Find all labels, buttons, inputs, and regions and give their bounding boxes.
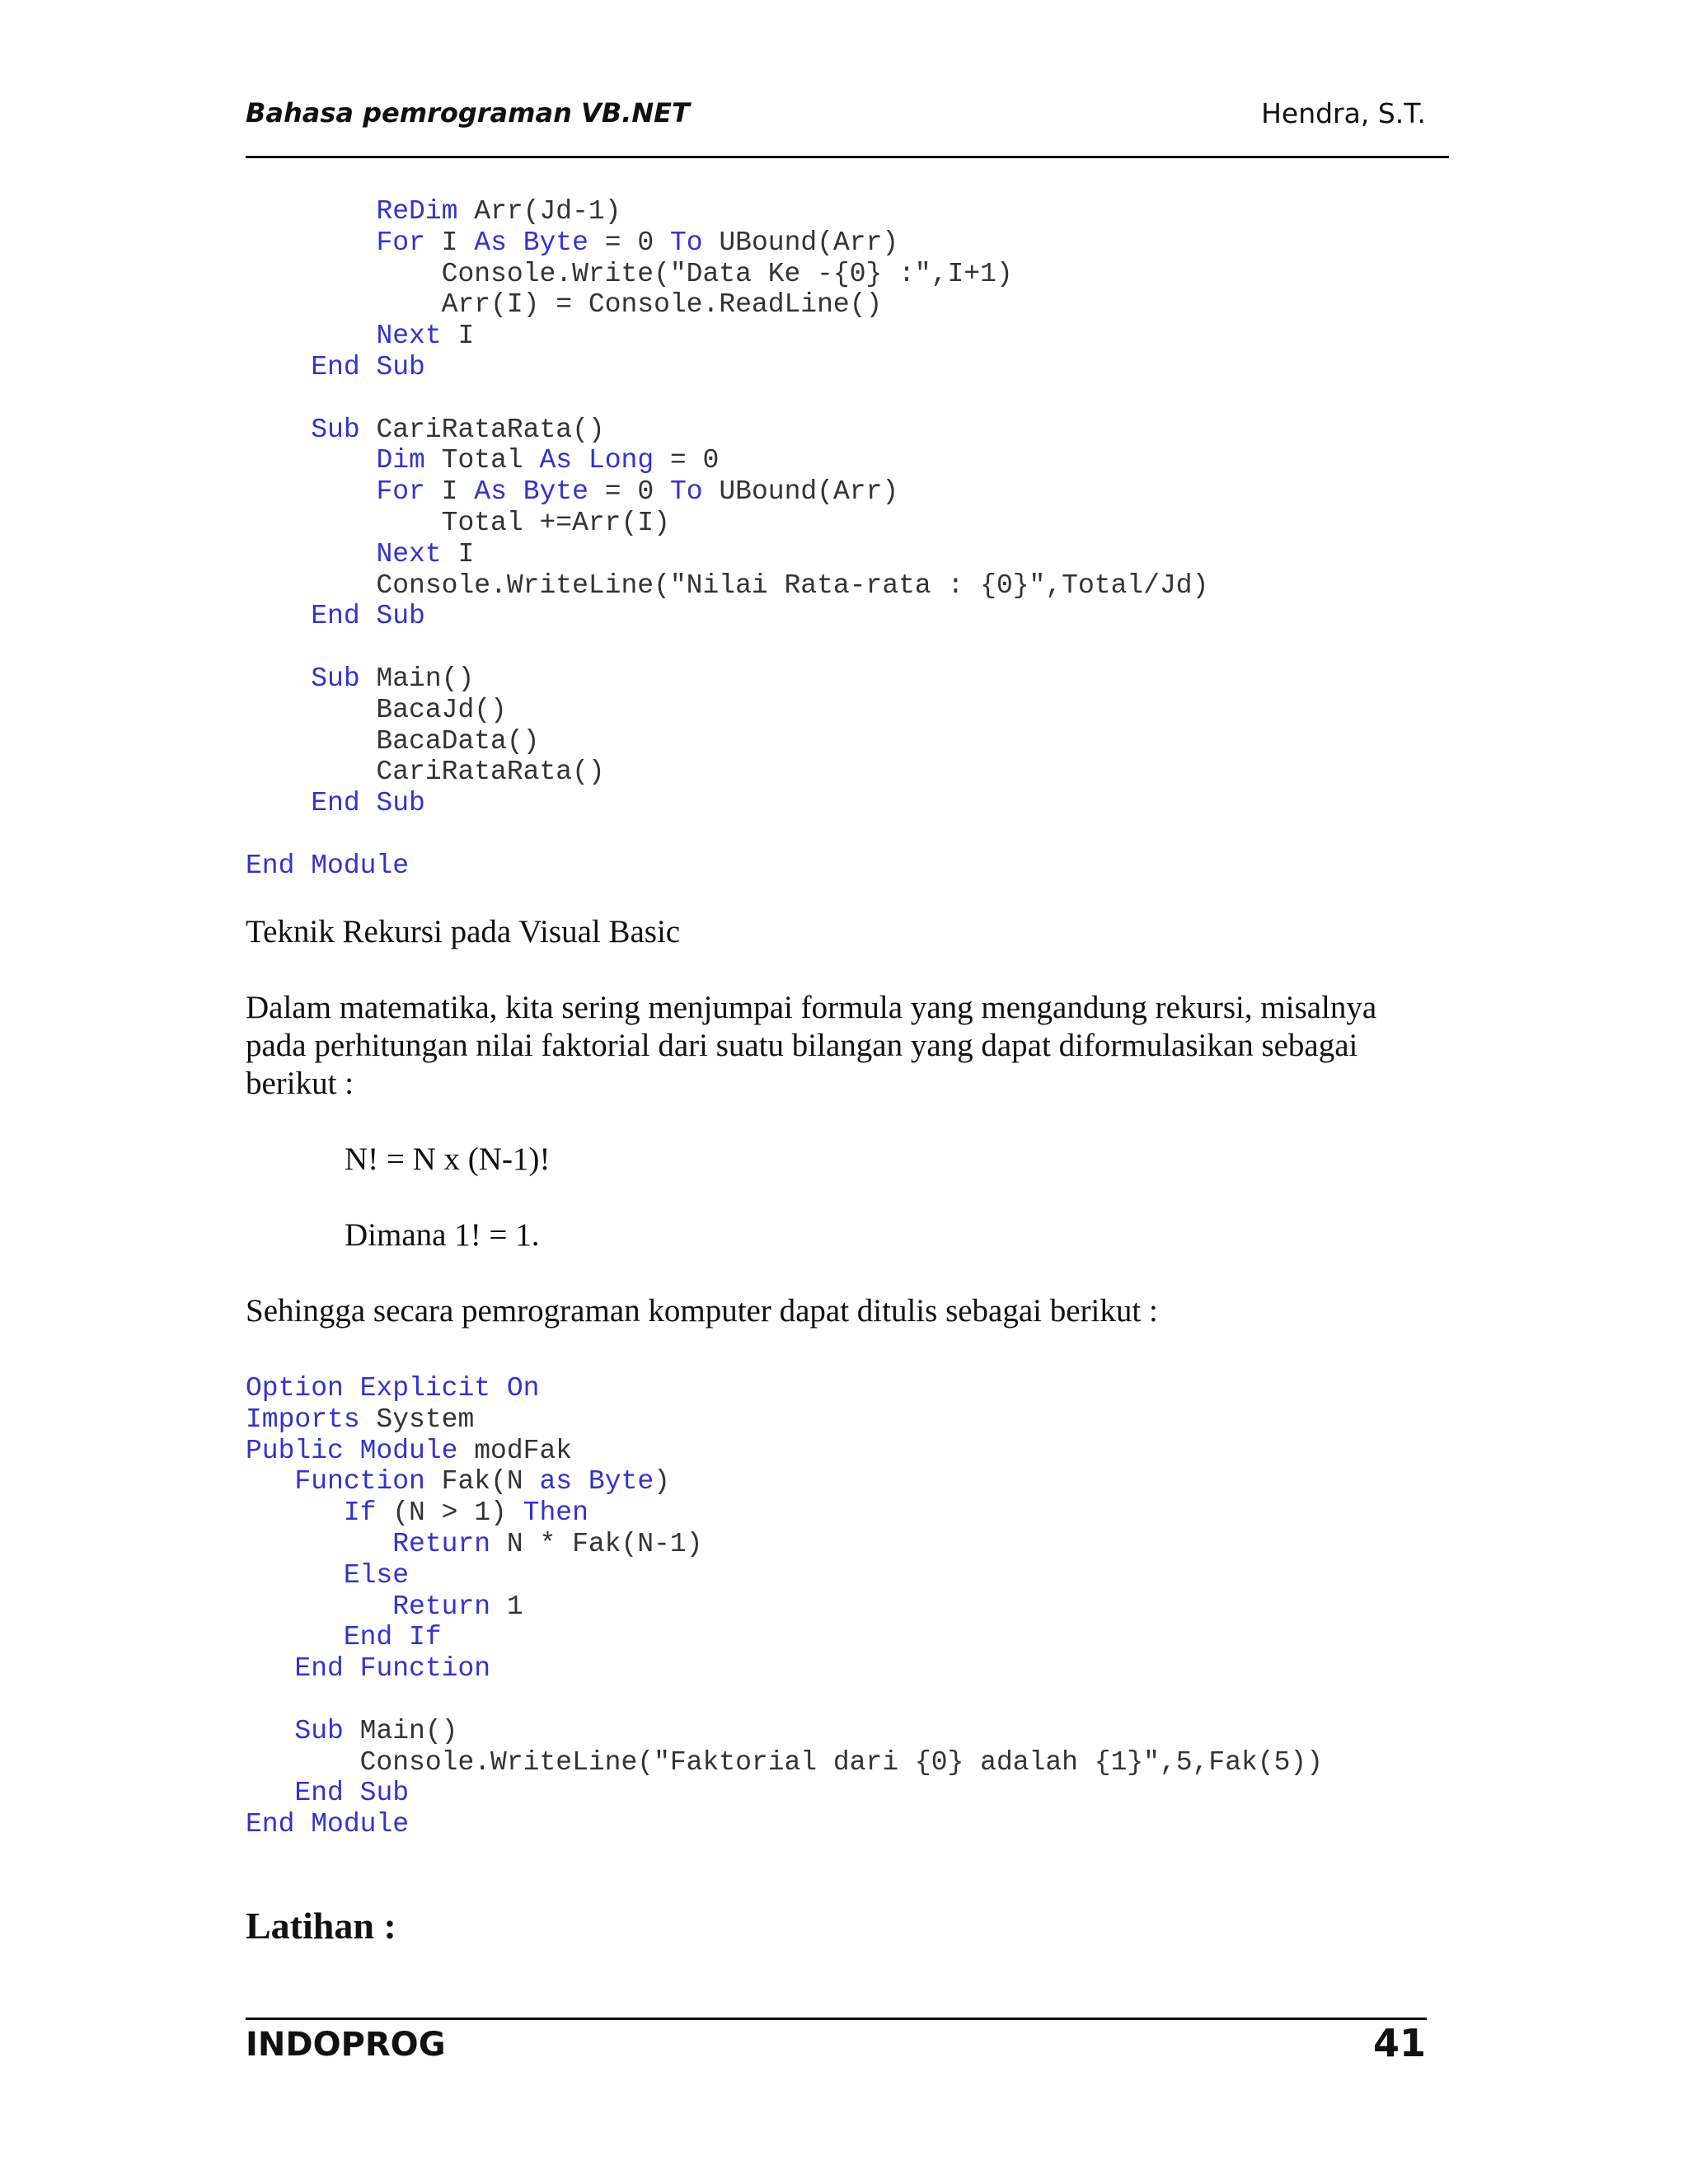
code-text (246, 321, 376, 351)
code-keyword: If (343, 1497, 377, 1529)
code-text (246, 1653, 294, 1684)
code-text (246, 539, 376, 569)
code-text: I (424, 476, 475, 508)
code-text (246, 601, 311, 631)
code-text (246, 663, 311, 694)
code-line (246, 227, 1208, 259)
code-line (246, 1373, 1323, 1404)
code-text (246, 352, 311, 382)
code-text (246, 227, 376, 258)
code-text: = 0 (588, 227, 670, 258)
code-keyword: Else (343, 1559, 410, 1591)
code-text: Arr(I) = Console.ReadLine() (246, 289, 883, 321)
code-line (246, 1529, 1323, 1560)
code-line (246, 570, 1208, 602)
code-text: CariRataRata() (246, 757, 605, 788)
code-text: BacaJd() (246, 694, 507, 725)
code-keyword: ReDim (376, 196, 458, 227)
code-keyword: Return (392, 1528, 491, 1559)
code-text: UBound(Arr) (702, 476, 899, 508)
code-line (246, 445, 1208, 476)
code-line (246, 415, 1208, 446)
code-line (246, 1497, 1323, 1529)
code-line (246, 1560, 1323, 1591)
code-keyword: For (376, 476, 425, 508)
code-text: = 0 (588, 476, 670, 508)
code-block-factorial (246, 1373, 1323, 1840)
section-title: Teknik Rekursi pada Visual Basic (246, 914, 681, 949)
code-text (246, 415, 311, 445)
code-text (572, 1466, 588, 1497)
code-text: 1 (490, 1591, 523, 1622)
page-header (246, 97, 1449, 140)
code-line (246, 788, 1208, 819)
code-text: I (424, 227, 475, 258)
code-text: BacaData() (246, 725, 540, 757)
code-text: ) (654, 1466, 670, 1497)
code-keyword: Long (588, 445, 654, 476)
code-line (246, 819, 1208, 851)
code-text (246, 1622, 344, 1652)
code-line (246, 321, 1208, 352)
code-line (246, 1622, 1323, 1653)
code-line (246, 383, 1208, 415)
code-line (246, 1778, 1323, 1809)
code-keyword: End Sub (294, 1778, 410, 1809)
code-keyword: End If (343, 1622, 442, 1653)
code-keyword: Byte (523, 476, 588, 508)
code-line (246, 726, 1208, 757)
code-line (246, 601, 1208, 632)
code-keyword: Sub (311, 414, 360, 445)
code-line (246, 663, 1208, 695)
code-text (246, 1716, 294, 1746)
code-text: Arr(Jd-1) (457, 196, 621, 227)
code-keyword: To (669, 227, 703, 258)
code-line (246, 851, 1208, 882)
code-keyword: End Module (246, 1809, 410, 1840)
code-text: (N > 1) (376, 1497, 523, 1529)
code-line (246, 1809, 1323, 1840)
code-keyword: As (474, 227, 507, 258)
code-keyword: Byte (523, 227, 588, 258)
code-keyword: Sub (294, 1715, 344, 1746)
page-number: 41 (1372, 2021, 1426, 2065)
code-keyword: For (376, 227, 425, 258)
code-keyword: as (539, 1466, 573, 1497)
code-keyword: As (474, 476, 507, 508)
code-text (246, 476, 376, 507)
code-keyword: End Sub (311, 788, 425, 819)
code-text: modFak (457, 1435, 573, 1466)
code-text: UBound(Arr) (702, 227, 899, 258)
code-text: Console.WriteLine("Nilai Rata-rata : {0}",Total/Jd) (246, 569, 1209, 601)
header-divider (246, 156, 1449, 158)
code-line (246, 1591, 1323, 1623)
code-text: Total (424, 445, 540, 476)
footer-brand: INDOPROG (246, 2026, 446, 2064)
code-line (246, 259, 1208, 290)
code-text: = 0 (654, 445, 720, 476)
code-intro-text: Sehingga secara pemrograman komputer dapat ditulis sebagai berikut : (246, 1293, 1158, 1329)
code-text (246, 1560, 344, 1591)
code-line (246, 632, 1208, 663)
code-text (572, 445, 588, 476)
code-line (246, 1404, 1323, 1436)
code-text: Main() (343, 1715, 458, 1746)
code-text: CariRataRata() (359, 414, 605, 445)
header-title: Bahasa pemrograman VB.NET (246, 97, 690, 129)
code-text: N * Fak(N-1) (490, 1528, 703, 1559)
code-keyword: Option Explicit On (246, 1373, 540, 1404)
exercise-heading: Latihan : (246, 1905, 396, 1947)
code-text: Total +=Arr(I) (246, 507, 670, 538)
code-text: System (359, 1404, 475, 1435)
code-text: I (441, 321, 475, 352)
code-keyword: To (669, 476, 703, 508)
code-line (246, 508, 1208, 539)
code-keyword: Next (376, 538, 442, 569)
code-text: Console.Write("Data Ke -{0} :",I+1) (246, 258, 1013, 289)
code-text (246, 196, 376, 227)
code-line (246, 476, 1208, 508)
code-text (246, 788, 311, 818)
code-keyword: Next (376, 321, 442, 352)
code-text: Console.WriteLine("Faktorial dari {0} adalah {1}",5,Fak(5)) (246, 1746, 1324, 1778)
code-line (246, 1436, 1323, 1467)
code-block-array-average (246, 196, 1208, 882)
code-text (246, 1529, 392, 1559)
description-paragraph: Dalam matematika, kita sering menjumpai formula yang mengandung rekursi, misalnya pada perhitungan nilai faktorial dari suatu bilangan yang dapat diformulasikan sebagai berikut : (246, 990, 1377, 1101)
code-line (246, 196, 1208, 227)
code-keyword: Public Module (246, 1435, 458, 1466)
code-line (246, 695, 1208, 726)
code-line (246, 1653, 1323, 1685)
code-line (246, 1716, 1323, 1747)
code-text (507, 476, 523, 507)
code-keyword: End Sub (311, 601, 425, 632)
code-line (246, 352, 1208, 383)
code-line (246, 757, 1208, 788)
code-text (246, 1591, 392, 1622)
code-keyword: Then (523, 1497, 588, 1529)
code-keyword: As (539, 445, 573, 476)
code-keyword: Byte (588, 1466, 654, 1497)
header-author: Hendra, S.T. (1261, 97, 1426, 129)
code-keyword: End Function (294, 1653, 491, 1685)
code-text (246, 1466, 294, 1497)
code-line (246, 1747, 1323, 1779)
code-keyword: Return (392, 1591, 491, 1622)
code-text: Main() (359, 663, 475, 694)
code-line (246, 1466, 1323, 1497)
code-text: I (441, 538, 475, 569)
code-keyword: Sub (311, 663, 360, 694)
code-keyword: Imports (246, 1404, 360, 1435)
code-text (507, 227, 523, 258)
code-text (246, 1497, 344, 1528)
code-text (246, 445, 376, 476)
factorial-formula: N! = N x (N-1)! (345, 1141, 551, 1177)
code-keyword: End Sub (311, 351, 425, 382)
code-line (246, 289, 1208, 321)
code-keyword: Dim (376, 445, 425, 476)
code-text (246, 1778, 294, 1808)
code-line (246, 1685, 1323, 1716)
code-keyword: Function (294, 1466, 425, 1497)
code-line (246, 539, 1208, 570)
footer-divider (246, 2018, 1427, 2020)
code-keyword: End Module (246, 850, 410, 881)
code-text: Fak(N (424, 1466, 540, 1497)
base-case-text: Dimana 1! = 1. (345, 1217, 540, 1253)
